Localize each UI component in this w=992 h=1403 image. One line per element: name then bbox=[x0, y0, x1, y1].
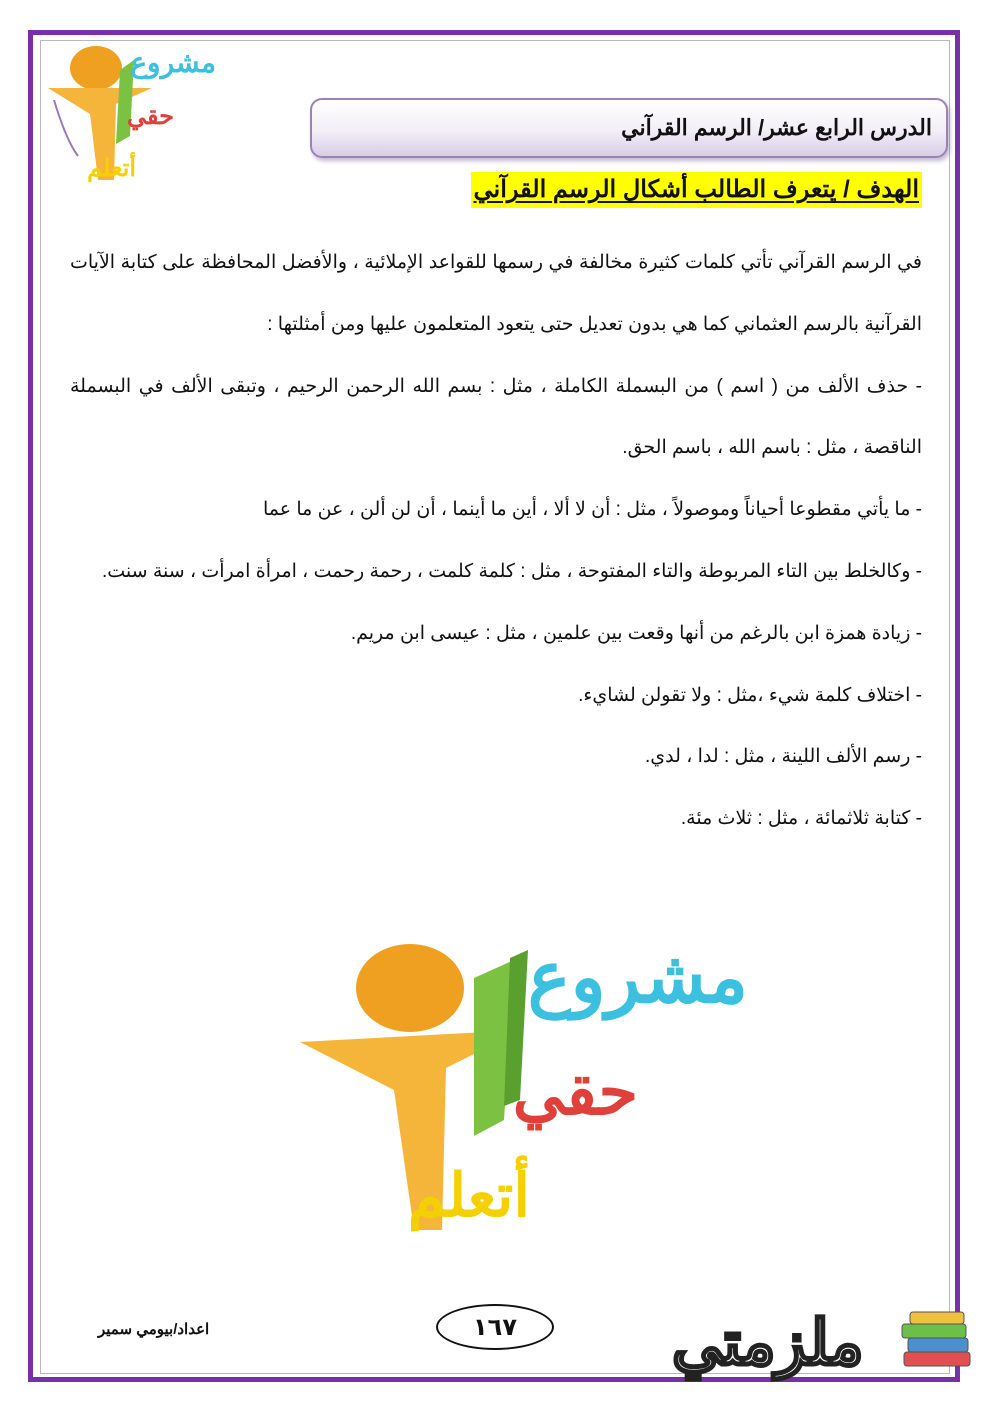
logo-large-word2: حقي bbox=[512, 1056, 638, 1128]
author-credit: اعداد/بيومي سمير bbox=[98, 1321, 210, 1338]
lesson-goal: الهدف / يتعرف الطالب أشكال الرسم القرآني bbox=[471, 172, 922, 208]
intro-paragraph: في الرسم القرآني تأتي كلمات كثيرة مخالفة في رسمها للقواعد الإملائية ، والأفضل المحافظة على كتابة الآيات القرآنية بالرسم العثماني كما هي بدون تعديل حتى يتعود المتعلمون عليها ومن أمثلتها : bbox=[70, 252, 922, 335]
logo-large-word1: مشروع bbox=[527, 938, 748, 1018]
rule-basmala: - حذف الألف من ( اسم ) من البسملة الكاملة ، مثل : بسم الله الرحمن الرحيم ، وتبقى الألف في البسملة الناقصة ، مثل : باسم الله ، باسم الحق. bbox=[70, 375, 922, 459]
page-number: ١٦٧ bbox=[436, 1304, 554, 1350]
rule-thalathumia: - كتابة ثلاثمائة ، مثل : ثلاث مئة. bbox=[680, 808, 922, 830]
logo-small-word3: أتعلم bbox=[87, 155, 136, 182]
malazmi-text: ملزمتي bbox=[672, 1309, 864, 1378]
rule-ibn-hamza: - زيادة همزة ابن بالرغم من أنها وقعت بين علمين ، مثل : عيسى ابن مريم. bbox=[350, 622, 922, 644]
lesson-title-box bbox=[310, 98, 948, 158]
rule-cut-joined: - ما يأتي مقطوعا أحياناً وموصولاً ، مثل : أن لا ألا ، أين ما أينما ، أن لن ألن ، عن ما عما bbox=[262, 499, 922, 521]
rule-shay: - اختلاف كلمة شيء ،مثل : ولا تقولن لشايء. bbox=[578, 684, 922, 706]
books-icon bbox=[902, 1312, 970, 1366]
malazmi-logo bbox=[668, 1290, 978, 1390]
lesson-body bbox=[70, 232, 922, 850]
project-logo-large bbox=[296, 930, 756, 1250]
logo-small-word2: حقي bbox=[127, 103, 174, 130]
rule-taa: - وكالخلط بين التاء المربوطة والتاء المفتوحة ، مثل : كلمة كلمت ، رحمة رحمت ، امرأة امرأت ، سنة سنت. bbox=[101, 560, 922, 582]
lesson-title: الدرس الرابع عشر/ الرسم القرآني bbox=[621, 115, 932, 140]
logo-small-word1: مشروع bbox=[130, 47, 216, 78]
logo-large-word3: أتعلم bbox=[407, 1162, 530, 1229]
project-logo-small bbox=[44, 40, 220, 190]
rule-alif-layyina: - رسم الألف اللينة ، مثل : لدا ، لدي. bbox=[645, 746, 922, 768]
